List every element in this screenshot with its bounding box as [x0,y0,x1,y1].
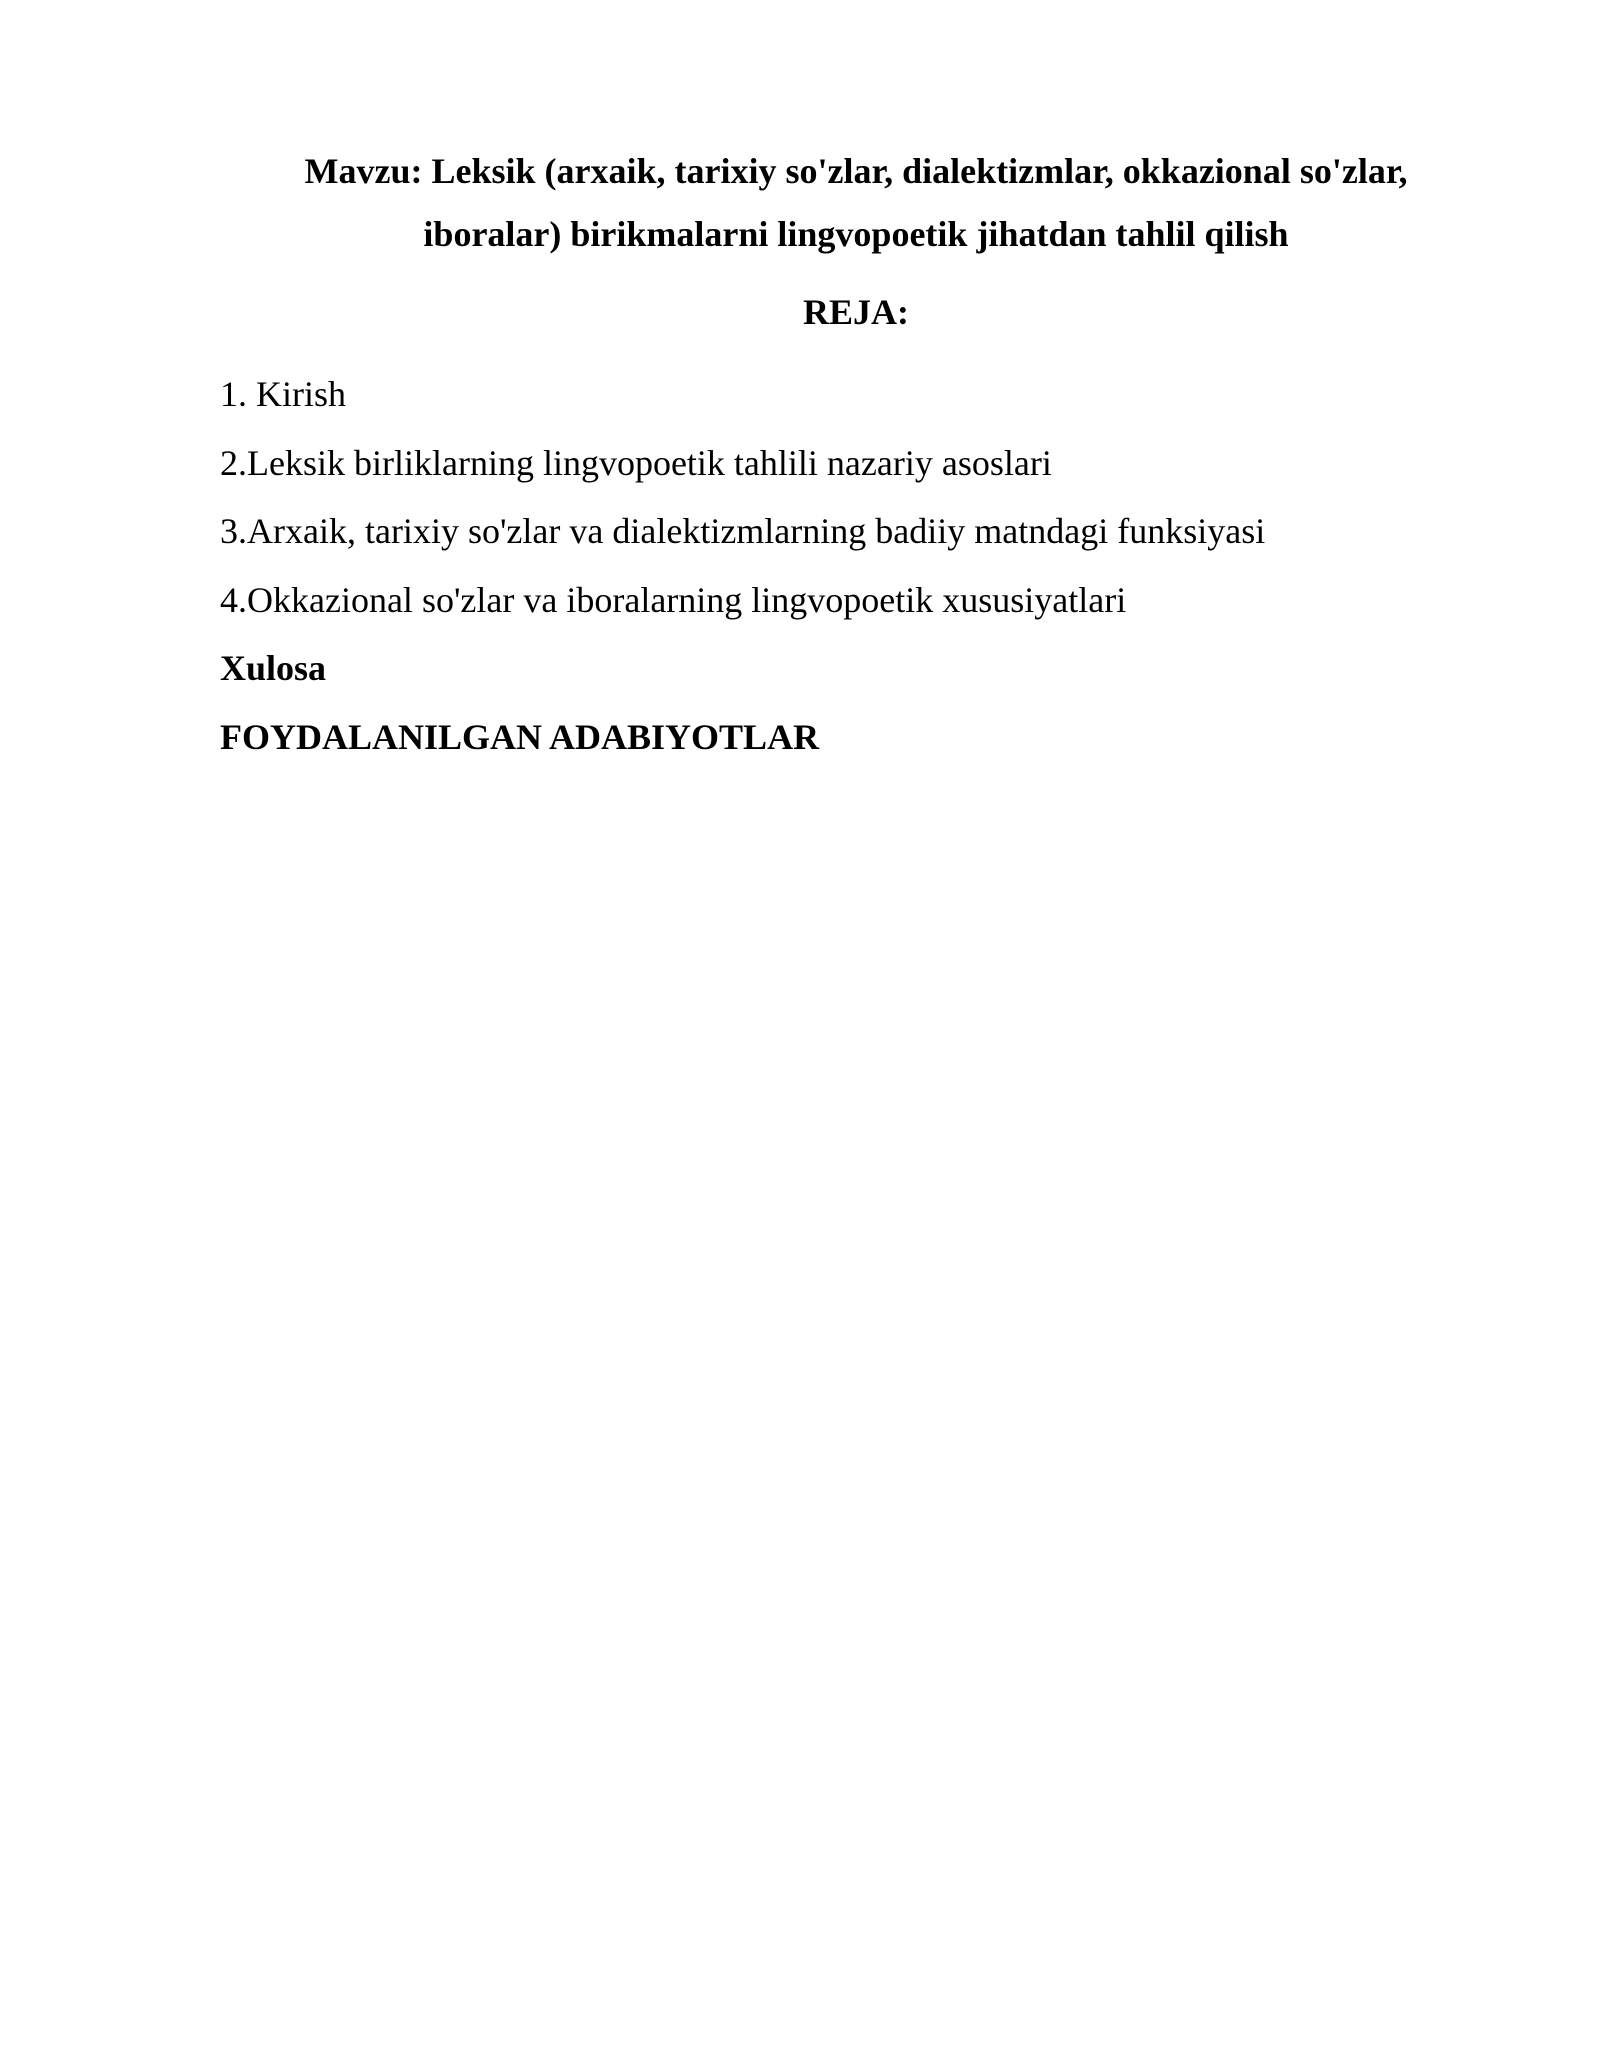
title-line-1: Mavzu: Leksik (arxaik, tarixiy so'zlar, dialektizmlar, okkazional so'zlar, [304,151,1408,191]
plan-item-introduction: 1. Kirish [220,374,346,414]
page-title [220,140,1492,266]
plan-list [220,360,1265,771]
title-line-2: iboralar) birikmalarni lingvopoetik jihatdan tahlil qilish [423,214,1289,254]
plan-item-theory: 2.Leksik birliklarning lingvopoetik tahlili nazariy asoslari [220,442,1052,483]
plan-item-references: FOYDALANILGAN ADABIYOTLAR [220,716,820,757]
plan-heading: REJA: [803,292,909,332]
plan-item-conclusion: Xulosa [220,648,327,688]
plan-item-occasional-words: 4.Okkazional so'zlar va iboralarning lingvopoetik xususiyatlari [220,579,1127,620]
plan-item-archaisms: 3.Arxaik, tarixiy so'zlar va dialektizmlarning badiiy matndagi funksiyasi [220,511,1266,551]
